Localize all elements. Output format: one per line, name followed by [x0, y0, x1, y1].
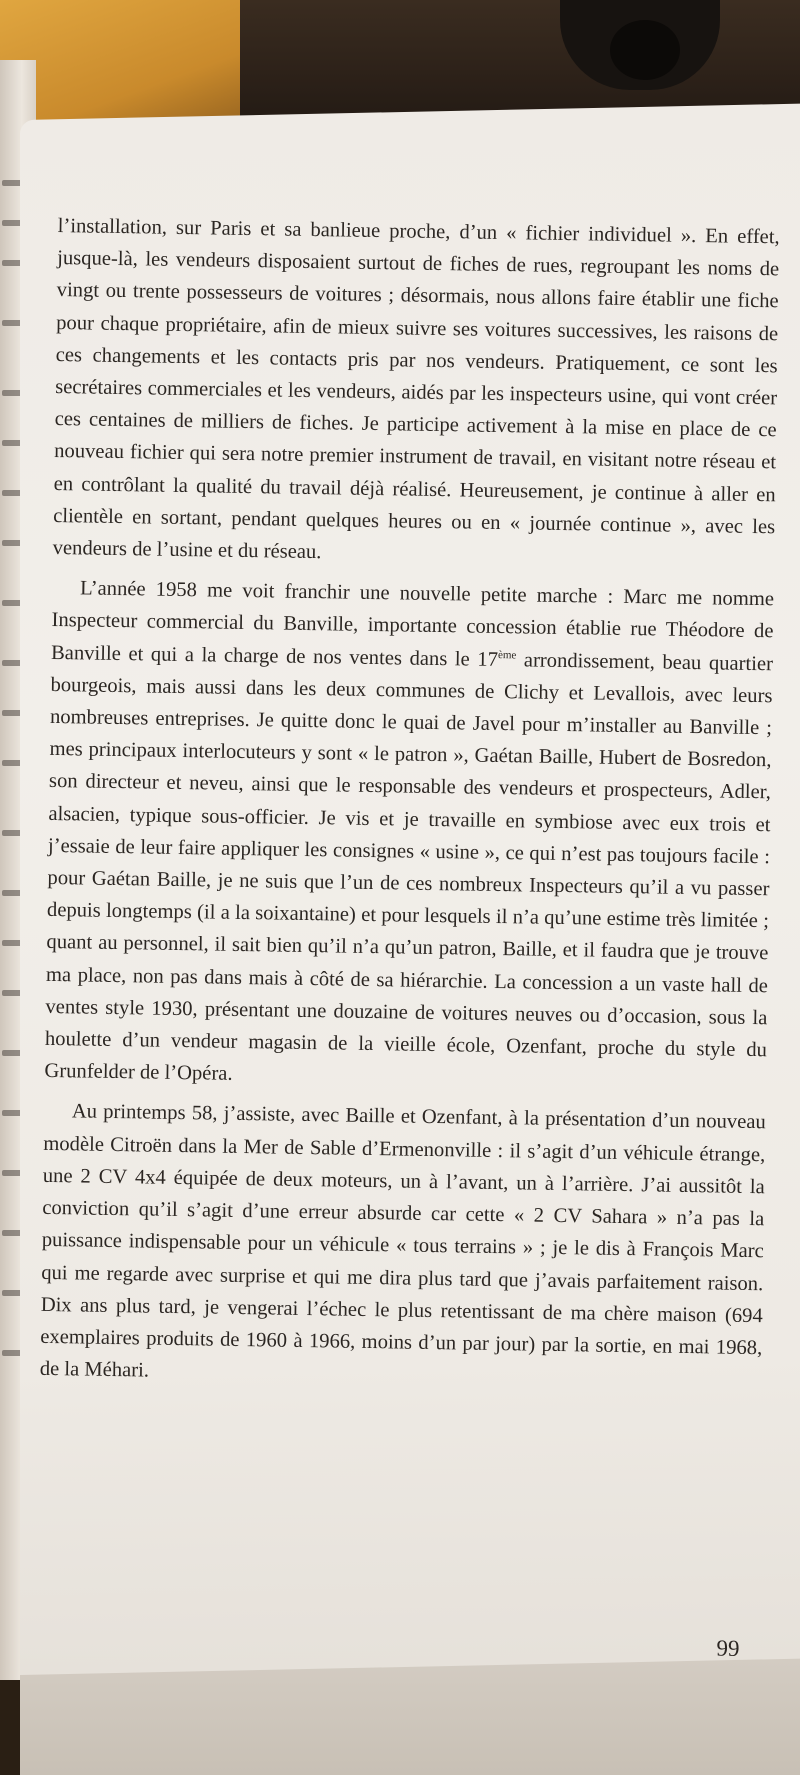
page-body-text — [39, 210, 780, 1661]
paragraph-2-part-1: L’année 1958 me voit franchir une nouvelle petite marche : Marc me nomme Inspecteur commercial du Banville, importante concession établie rue Théodore de Banville et qui a la charge de nos ventes dans le 17 — [50, 577, 775, 671]
paragraph-3: Au printemps 58, j’assiste, avec Baille et Ozenfant, à la présentation d’un nouveau modèle Citroën dans la Mer de Sable d’Ermenonville : il s’agit d’un véhicule étrange, une 2 CV 4x4 équipée de deux moteurs, un à l’avant, un à l’arrière. J’ai aussitôt la conviction qu’il s’agit d’une erreur absurde car cette « 2 CV Sahara » n’a pas la puissance indispensable pour un véhicule « tous terrains » ; je le dis à François Marc qui me regarde avec surprise et qui me dira plus tard que j’avais parfaitement raison. Dix ans plus tard, je vengerai l’échec le plus retentissant de ma chère maison (694 exemplaires produits de 1960 à 1966, moins d’un par jour) par la sortie, en mai 1968, de la Méhari. — [39, 1100, 766, 1382]
paragraph-2-part-2: arrondissement, beau quartier bourgeois, mais aussi dans les deux communes de Clichy et Levallois, avec leurs nombreuses entreprises. Je quitte donc le quai de Javel pour m’installer au Banville ; mes principaux interlocuteurs y sont « le patron », Gaétan Baille, Hubert de Bosredon, son directeur et neveu, ainsi que le responsable des vendeurs et prospecteurs, Adler, alsacien, typique sous-officier. Je vis et je travaille en symbiose avec eux trois et j’essaie de leur faire appliquer les consignes « usine », ce qui n’est pas toujours facile : pour Gaétan Baille, je ne suis que l’un de ces nombreux Inspecteurs qu’il a vu passer depuis longtemps (il a la soixantaine) et pour lesquels il n’a qu’une estime très limitée ; quant au personnel, il sait bien qu’il n’a qu’un patron, Baille, et il faudra que je trouve ma place, non pas dans mais à côté de sa hiérarchie. La concession a un vaste hall de ventes style 1930, présentant une douzaine de voitures neuves ou d’occasion, sous la houlette d’un vendeur magasin de la vieille école, Ozenfant, proche du style du Grunfelder de l’Opéra. — [44, 648, 774, 1086]
page-number: 99 — [716, 1635, 740, 1661]
paragraph-1: l’installation, sur Paris et sa banlieue proche, d’un « fichier individuel ». En effet, jusque-là, les vendeurs disposaient surtout de fiches de rues, regroupant les noms de vingt ou trente possesseurs de voitures ; désormais, nous allons faire établir une fiche pour chaque propriétaire, afin de mieux suivre ses voitures successives, les raisons de ces changements et les contacts pris par nos vendeurs. Pratiquement, ce sont les secrétaires commerciales et les vendeurs, aidés par les inspecteurs usine, qui vont créer ces centaines de milliers de fiches. Je participe activement à la mise en place de ce nouveau fichier qui sera notre premier instrument de travail, en visitant notre réseau et en contrôlant la qualité du travail déjà réalisé. Heureusement, je continue à aller en clientèle en sortant, pendant quelques heures ou en « journée continue », avec les vendeurs de l’usine et du réseau. — [52, 214, 780, 564]
paragraph-2 — [44, 572, 774, 1099]
ordinal-superscript: ème — [497, 648, 517, 662]
